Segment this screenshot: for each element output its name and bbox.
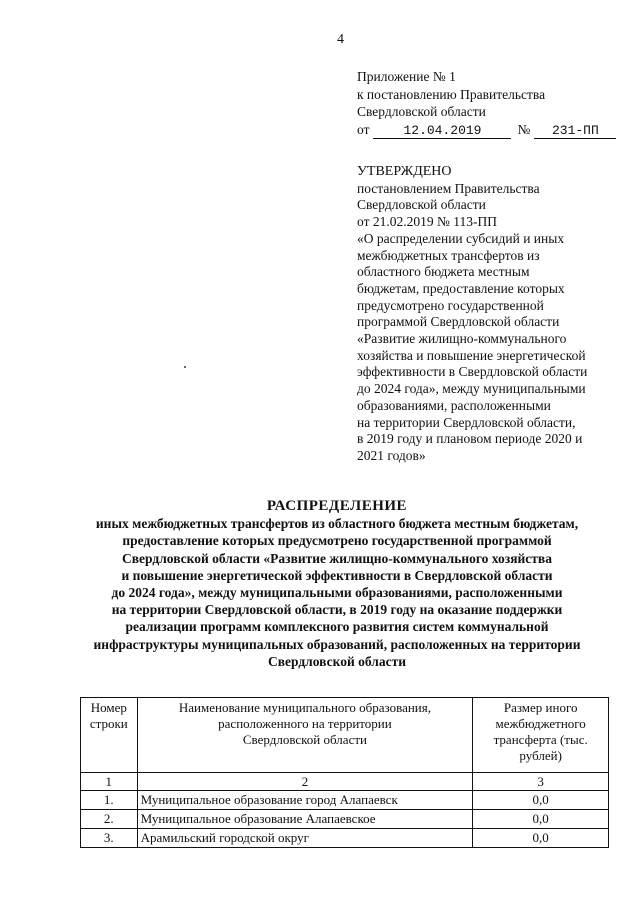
title-line: реализации программ комплексного развития систем коммунальной xyxy=(125,619,549,635)
title-line: Свердловской области «Развитие жилищно-коммунального хозяйства xyxy=(122,550,552,566)
municipality-name: Муниципальное образование Алапаевское xyxy=(137,810,473,829)
approved-line: межбюджетных трансфертов из xyxy=(357,247,540,263)
column-index: 2 xyxy=(137,773,473,791)
column-index-row xyxy=(81,773,609,791)
municipality-name: Арамильский городской округ xyxy=(137,829,473,848)
approved-line: постановлением Правительства xyxy=(357,180,540,196)
appendix-date-line xyxy=(357,121,616,139)
header-text: расположенного на территории xyxy=(218,716,392,731)
distribution-table xyxy=(80,697,609,848)
appendix-title: Приложение № 1 xyxy=(357,69,456,84)
approved-line: 2021 годов» xyxy=(357,447,426,463)
page-number: 4 xyxy=(337,32,344,47)
title-line: до 2024 года», между муниципальными образованиями, расположенными xyxy=(111,585,563,601)
approved-line: хозяйства и повышение энергетической xyxy=(357,347,586,363)
header-text: межбюджетного xyxy=(495,716,586,731)
approved-line: программой Свердловской области xyxy=(357,314,560,330)
header-text: Размер иного xyxy=(503,700,578,715)
table-row xyxy=(81,810,609,829)
approved-line: в 2019 году и плановом периоде 2020 и xyxy=(357,431,583,447)
title-line: иных межбюджетных трансфертов из областного бюджета местным бюджетам, xyxy=(95,516,579,532)
header-row-number xyxy=(81,698,138,773)
title-line: Свердловской области xyxy=(267,653,407,669)
appendix-block xyxy=(357,68,616,139)
title-line: предоставление которых предусмотрено государственной программой xyxy=(122,533,552,549)
header-municipality-name xyxy=(137,698,473,773)
document-title-block xyxy=(60,498,614,670)
approved-line: «Развитие жилищно-коммунального xyxy=(357,331,567,347)
header-text: Наименование муниципального образования, xyxy=(178,700,431,715)
number-prefix: № xyxy=(517,121,531,137)
appendix-line: к постановлению Правительства xyxy=(357,86,546,102)
document-title: РАСПРЕДЕЛЕНИЕ xyxy=(266,498,408,514)
approved-line: предусмотрено государственной xyxy=(357,297,544,313)
title-line: на территории Свердловской области, в 2019 году на оказание поддержки xyxy=(111,602,563,618)
header-text: трансферта (тыс. xyxy=(493,732,588,747)
column-index: 3 xyxy=(473,773,609,791)
approved-block xyxy=(357,164,619,465)
appendix-line: Свердловской области xyxy=(357,104,486,119)
table-row xyxy=(81,791,609,810)
header-text: строки xyxy=(89,716,128,731)
approved-line: эффективности в Свердловской области xyxy=(357,364,588,380)
municipality-name: Муниципальное образование город Алапаевск xyxy=(137,791,473,810)
approved-heading: УТВЕРЖДЕНО xyxy=(357,164,452,179)
header-transfer-amount xyxy=(473,698,609,773)
title-line: инфраструктуры муниципальных образований, расположенных на территории xyxy=(93,636,581,652)
approved-line: образованиями, расположенными xyxy=(357,397,551,413)
transfer-amount: 0,0 xyxy=(473,829,609,848)
header-text: рублей) xyxy=(519,748,562,763)
transfer-amount: 0,0 xyxy=(473,810,609,829)
approved-line: до 2024 года», между муниципальными xyxy=(357,381,586,397)
approved-line: Свердловской области xyxy=(357,197,486,213)
row-number: 1. xyxy=(81,791,138,810)
row-number: 3. xyxy=(81,829,138,848)
approved-line: от 21.02.2019 № 113-ПП xyxy=(357,214,497,230)
decree-date: 12.04.2019 xyxy=(373,123,511,139)
table-row xyxy=(81,829,609,848)
row-number: 2. xyxy=(81,810,138,829)
column-index: 1 xyxy=(81,773,138,791)
approved-line: областного бюджета местным xyxy=(357,264,530,280)
approved-line: бюджетам, предоставление которых xyxy=(357,280,565,296)
table-header-row xyxy=(81,698,609,773)
scan-speck xyxy=(184,366,186,368)
header-text: Свердловской области xyxy=(242,732,367,747)
header-text: Номер xyxy=(90,700,127,715)
date-prefix: от xyxy=(357,121,370,137)
approved-line: «О распределении субсидий и иных xyxy=(357,230,565,246)
decree-number: 231-ПП xyxy=(534,123,616,139)
title-line: и повышение энергетической эффективности в Свердловской области xyxy=(121,567,553,583)
transfer-amount: 0,0 xyxy=(473,791,609,810)
approved-line: на территории Свердловской области, xyxy=(357,414,576,430)
